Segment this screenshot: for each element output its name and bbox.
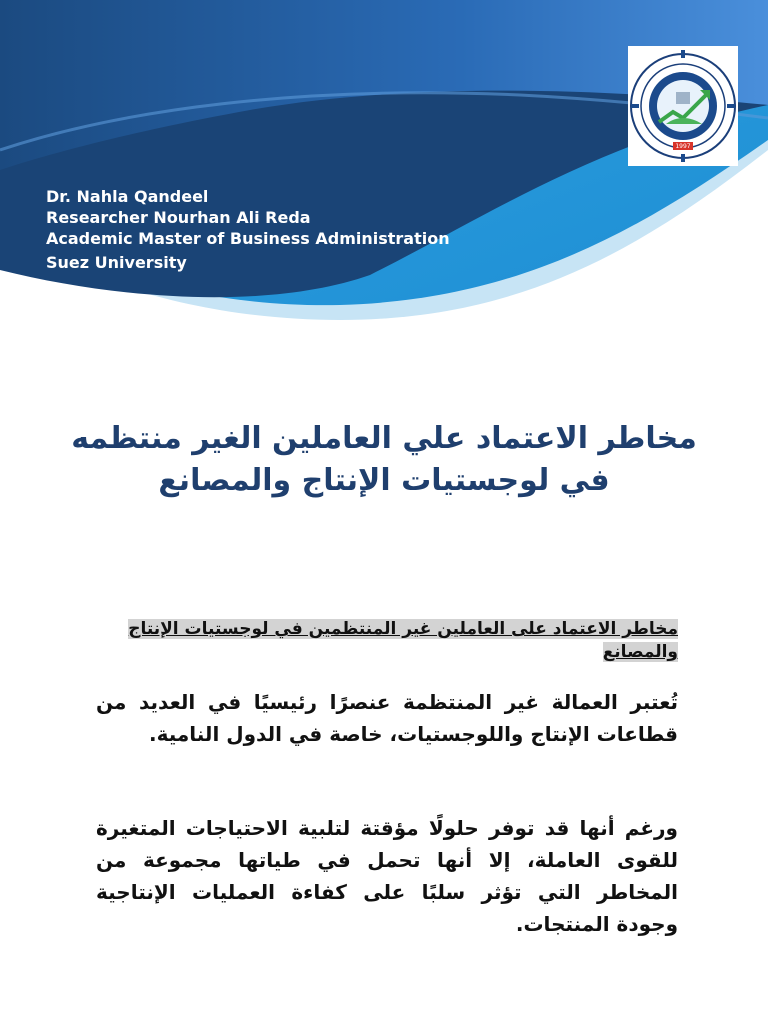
author-block [46,186,450,273]
university-name: Suez University [46,253,187,272]
document-title: مخاطر الاعتماد علي العاملين الغير منتظمه في لوجستيات الإنتاج والمصانع [71,421,697,498]
paragraph-1: تُعتبر العمالة غير المنتظمة عنصرًا رئيسيًا في العديد من قطاعات الإنتاج واللوجستيات، خاصة في الدول النامية. [96,690,678,746]
section-subheading [96,618,678,664]
author-line-2: Researcher Nourhan Ali Reda [46,208,311,227]
paragraph-2: ورغم أنها قد توفر حلولًا مؤقتة لتلبية الاحتياجات المتغيرة للقوى العاملة، إلا أنها تحمل في طياتها مجموعة من المخاطر التي تؤثر سلبًا على كفاءة العمليات الإنتاجية وجودة المنتجات. [96,816,678,936]
faculty-logo [628,46,738,166]
logo-year: 1997 [675,143,691,150]
author-line-1: Dr. Nahla Qandeel [46,187,209,206]
subheading-text: مخاطر الاعتماد على العاملين غير المنتظمين في لوجستيات الإنتاج والمصانع [128,619,678,662]
author-line-3: Academic Master of Business Administration [46,229,450,248]
